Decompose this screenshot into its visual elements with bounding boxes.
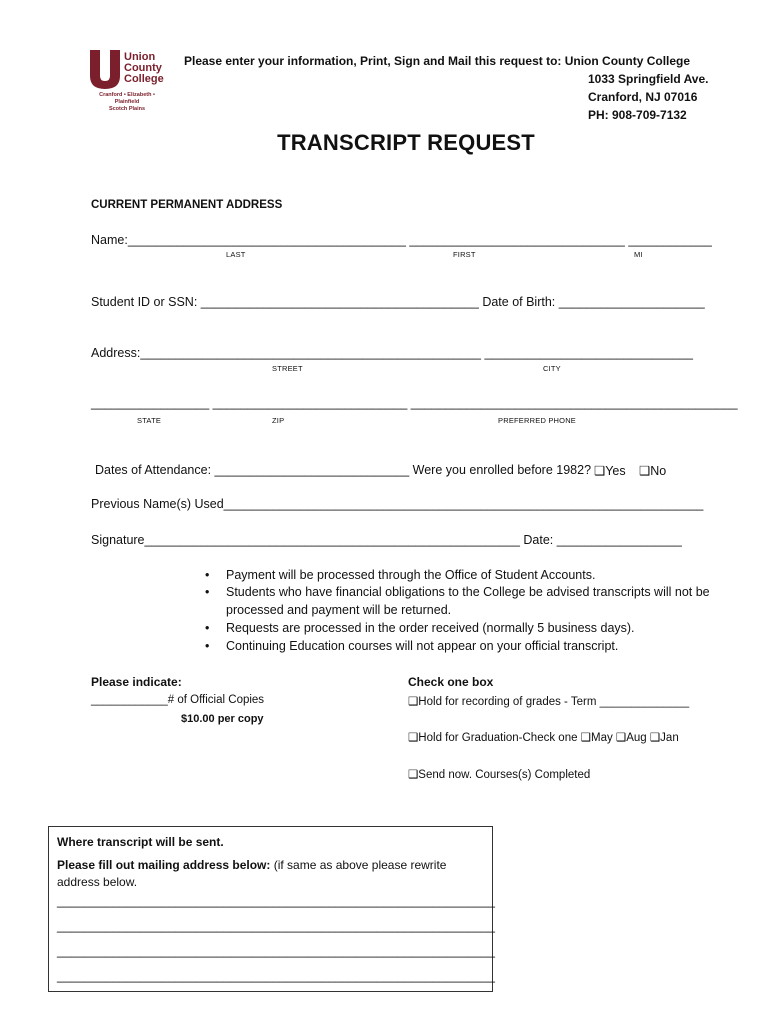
bullet-text: Continuing Education courses will not appear on your official transcript. [226,639,619,653]
label-first: FIRST [453,250,476,259]
bullet-text: Students who have financial obligations to the College be advised transcripts will not be [226,585,710,599]
college-logo-wordmark: Union County College [124,51,164,85]
label-street: STREET [272,364,303,373]
option-hold-grades[interactable]: ❑Hold for recording of grades - Term ______________ [408,696,690,708]
college-logo-u [88,48,122,90]
address-field[interactable]: Address:_________________________________________________ ______________________________ [91,346,694,360]
label-mi: MI [634,250,643,259]
mailing-line[interactable]: _______________________________________________________________ [57,919,495,933]
checkbox-yes[interactable]: ❑Yes [594,464,626,478]
label-preferred-phone: PREFERRED PHONE [498,416,577,425]
mailing-line[interactable]: _______________________________________________________________ [57,894,495,908]
student-id-dob-field[interactable]: Student ID or SSN: ________________________________________ Date of Birth: _____________________ [91,295,705,309]
label-city: CITY [543,364,561,373]
mailing-line[interactable]: _______________________________________________________________ [57,944,495,958]
option-send-now[interactable]: ❑Send now. Courses(s) Completed [408,769,591,781]
option-hold-graduation[interactable]: ❑Hold for Graduation-Check one ❑May ❑Aug ❑Jan [408,732,679,744]
label-last: LAST [226,250,246,259]
mail-instruction: Please enter your information, Print, Sign and Mail this request to: Union County College [184,54,691,68]
page-title: TRANSCRIPT REQUEST [277,130,535,155]
copies-field[interactable]: ____________# of Official Copies [91,694,265,706]
label-zip: ZIP [272,416,285,425]
signature-field[interactable]: Signature______________________________________________________ Date: __________________ [91,533,682,547]
bullet-text-continued: processed and payment will be returned. [226,603,452,617]
mailing-line[interactable]: _______________________________________________________________ [57,969,495,983]
college-logo-campuses: Cranford • Elizabeth • Plainfield Scotch Plains [99,92,155,112]
mailing-address-box [48,826,493,992]
send-box-instruction: Please fill out mailing address below: (if same as above please rewrite [57,858,447,872]
bullet-item: • [205,585,210,599]
please-indicate-heading: Please indicate: [91,675,182,689]
phone-number: PH: 908-709-7132 [588,108,687,122]
bullet-text: Requests are processed in the order received (normally 5 business days). [226,621,635,635]
address-street: 1033 Springfield Ave. [588,72,709,86]
state-zip-phone-field[interactable]: _________________ ____________________________ _______________________________________________ [91,396,738,410]
previous-names-field[interactable]: Previous Name(s) Used_____________________________________________________________________ [91,497,704,511]
bullet-text: Payment will be processed through the Office of Student Accounts. [226,568,596,582]
bullet-item: • [205,621,210,635]
attendance-field[interactable]: Dates of Attendance: ____________________________ Were you enrolled before 1982? [95,463,592,477]
check-one-heading: Check one box [408,675,494,689]
price-per-copy: $10.00 per copy [181,713,264,725]
bullet-item: • [205,639,210,653]
label-state: STATE [137,416,162,425]
send-box-heading: Where transcript will be sent. [57,835,224,849]
checkbox-no[interactable]: ❑No [639,464,667,478]
send-box-instruction-line2: address below. [57,875,138,889]
section-heading-address: CURRENT PERMANENT ADDRESS [91,199,283,211]
bullet-item: • [205,568,210,582]
name-field[interactable]: Name:________________________________________ _______________________________ ____________ [91,233,712,247]
address-city: Cranford, NJ 07016 [588,90,698,104]
